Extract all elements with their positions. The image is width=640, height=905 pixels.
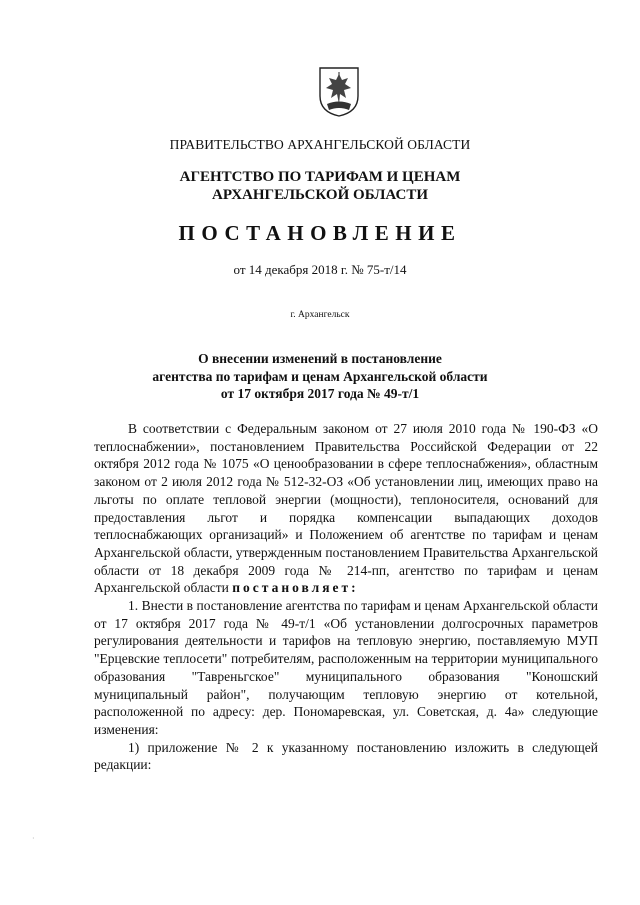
document-subject	[0, 350, 640, 403]
document-body	[94, 420, 598, 774]
paragraph-subitem-1: 1) приложение № 2 к указанному постановлению изложить в следующей редакции:	[94, 739, 598, 773]
resolves-verb: постановляет:	[232, 580, 359, 596]
paragraph-preamble	[94, 420, 598, 597]
agency-title	[0, 168, 640, 204]
coat-of-arms-icon	[318, 66, 360, 118]
paragraph-item-1: 1. Внести в постановление агентства по тарифам и ценам Архангельской области от 17 октября 2017 года № 49-т/1 «Об установлении долгосрочных параметров регулирования деятельности и тарифов на тепловую энергию, поставляемую МУП "Ерцевские теплосети" потребителям, расположенным на территории муниципального образования "Тавреньгское" муниципального образования "Коношский муниципальный район", получающим тепловую энергию от котельной, расположенной по адресу: дер. Пономаревская, ул. Советская, д. 4а» следующие изменения:	[94, 598, 598, 737]
government-title: ПРАВИТЕЛЬСТВО АРХАНГЕЛЬСКОЙ ОБЛАСТИ	[169, 137, 471, 152]
agency-title-line2: АРХАНГЕЛЬСКОЙ ОБЛАСТИ	[212, 187, 428, 203]
document-type-title: ПОСТАНОВЛЕНИЕ	[178, 221, 462, 245]
city-label: г. Архангельск	[290, 310, 350, 320]
agency-title-line1: АГЕНТСТВО ПО ТАРИФАМ И ЦЕНАМ	[179, 169, 461, 185]
date-and-number: от 14 декабря 2018 г. № 75-т/14	[233, 262, 407, 277]
preamble-text: В соответствии с Федеральным законом от 27 июля 2010 года № 190-ФЗ «О теплоснабжении», постановлением Правительства Российской Федерации от 22 октября 2012 года № 1075 «О ценообразовании в сфере теплоснабжения», областным законом от 2 июля 2012 года № 512-32-ОЗ «Об установлении лиц, имеющих право на льготы по оплате тепловой энергии (мощности), теплоносителя, оснований для предоставления льгот и порядка компенсации выпадающих доходов теплоснабжающих организаций» и Положением об агентстве по тарифам и ценам Архангельской области, утвержденным постановлением Правительства Архангельской области от 18 декабря 2009 года № 214-пп, агентство по тарифам и ценам Архангельской области	[94, 421, 598, 596]
subject-line1: О внесении изменений в постановление	[198, 351, 442, 366]
subject-line3: от 17 октября 2017 года № 49-т/1	[220, 386, 420, 401]
margin-mark: ·	[32, 834, 35, 843]
subject-line2: агентства по тарифам и ценам Архангельской области	[152, 368, 488, 384]
